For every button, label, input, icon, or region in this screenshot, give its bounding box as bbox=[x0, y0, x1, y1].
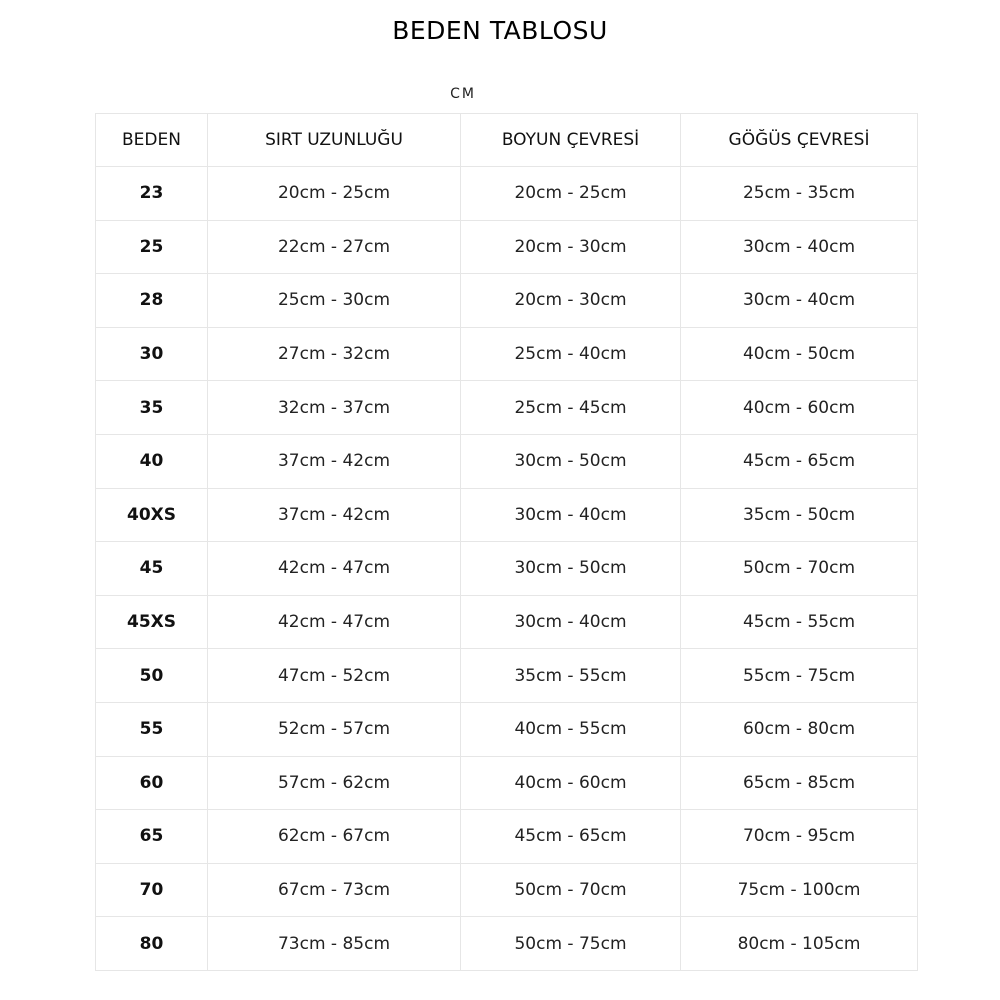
back-length-cell: 32cm - 37cm bbox=[208, 381, 461, 435]
table-row bbox=[96, 542, 918, 596]
table-row bbox=[96, 381, 918, 435]
chest-circumference-cell: 25cm - 35cm bbox=[681, 167, 918, 221]
table-row bbox=[96, 595, 918, 649]
back-length-cell: 62cm - 67cm bbox=[208, 810, 461, 864]
neck-circumference-cell: 30cm - 50cm bbox=[461, 434, 681, 488]
column-header-chest-circumference: GÖĞÜS ÇEVRESİ bbox=[681, 114, 918, 167]
back-length-cell: 27cm - 32cm bbox=[208, 327, 461, 381]
neck-circumference-cell: 40cm - 60cm bbox=[461, 756, 681, 810]
neck-circumference-cell: 30cm - 50cm bbox=[461, 542, 681, 596]
chest-circumference-cell: 45cm - 65cm bbox=[681, 434, 918, 488]
back-length-cell: 47cm - 52cm bbox=[208, 649, 461, 703]
back-length-cell: 37cm - 42cm bbox=[208, 488, 461, 542]
size-cell: 25 bbox=[96, 220, 208, 274]
neck-circumference-cell: 25cm - 40cm bbox=[461, 327, 681, 381]
size-cell: 30 bbox=[96, 327, 208, 381]
chest-circumference-cell: 55cm - 75cm bbox=[681, 649, 918, 703]
chest-circumference-cell: 30cm - 40cm bbox=[681, 220, 918, 274]
size-cell: 28 bbox=[96, 274, 208, 328]
table-row bbox=[96, 274, 918, 328]
table-row bbox=[96, 702, 918, 756]
chest-circumference-cell: 40cm - 60cm bbox=[681, 381, 918, 435]
back-length-cell: 52cm - 57cm bbox=[208, 702, 461, 756]
table-row bbox=[96, 488, 918, 542]
neck-circumference-cell: 40cm - 55cm bbox=[461, 702, 681, 756]
size-cell: 45XS bbox=[96, 595, 208, 649]
back-length-cell: 22cm - 27cm bbox=[208, 220, 461, 274]
size-cell: 70 bbox=[96, 863, 208, 917]
size-chart-table bbox=[95, 113, 918, 971]
neck-circumference-cell: 20cm - 30cm bbox=[461, 220, 681, 274]
size-cell: 40XS bbox=[96, 488, 208, 542]
chest-circumference-cell: 45cm - 55cm bbox=[681, 595, 918, 649]
chest-circumference-cell: 35cm - 50cm bbox=[681, 488, 918, 542]
neck-circumference-cell: 20cm - 25cm bbox=[461, 167, 681, 221]
table-row bbox=[96, 327, 918, 381]
neck-circumference-cell: 50cm - 75cm bbox=[461, 917, 681, 971]
column-header-neck-circumference: BOYUN ÇEVRESİ bbox=[461, 114, 681, 167]
chest-circumference-cell: 30cm - 40cm bbox=[681, 274, 918, 328]
neck-circumference-cell: 50cm - 70cm bbox=[461, 863, 681, 917]
size-cell: 55 bbox=[96, 702, 208, 756]
table-row bbox=[96, 220, 918, 274]
neck-circumference-cell: 20cm - 30cm bbox=[461, 274, 681, 328]
size-cell: 50 bbox=[96, 649, 208, 703]
back-length-cell: 57cm - 62cm bbox=[208, 756, 461, 810]
table-row bbox=[96, 917, 918, 971]
column-header-size: BEDEN bbox=[96, 114, 208, 167]
table-row bbox=[96, 434, 918, 488]
back-length-cell: 73cm - 85cm bbox=[208, 917, 461, 971]
chest-circumference-cell: 60cm - 80cm bbox=[681, 702, 918, 756]
size-cell: 40 bbox=[96, 434, 208, 488]
column-header-back-length: SIRT UZUNLUĞU bbox=[208, 114, 461, 167]
table-row bbox=[96, 863, 918, 917]
back-length-cell: 20cm - 25cm bbox=[208, 167, 461, 221]
chest-circumference-cell: 80cm - 105cm bbox=[681, 917, 918, 971]
back-length-cell: 37cm - 42cm bbox=[208, 434, 461, 488]
table-header-row bbox=[96, 114, 918, 167]
unit-label: CM bbox=[450, 86, 476, 102]
chest-circumference-cell: 70cm - 95cm bbox=[681, 810, 918, 864]
page-title: BEDEN TABLOSU bbox=[392, 16, 608, 45]
back-length-cell: 42cm - 47cm bbox=[208, 595, 461, 649]
table-row bbox=[96, 167, 918, 221]
table-body bbox=[96, 167, 918, 971]
neck-circumference-cell: 35cm - 55cm bbox=[461, 649, 681, 703]
neck-circumference-cell: 30cm - 40cm bbox=[461, 488, 681, 542]
table-row bbox=[96, 756, 918, 810]
size-cell: 23 bbox=[96, 167, 208, 221]
size-cell: 80 bbox=[96, 917, 208, 971]
chest-circumference-cell: 50cm - 70cm bbox=[681, 542, 918, 596]
size-cell: 35 bbox=[96, 381, 208, 435]
size-cell: 60 bbox=[96, 756, 208, 810]
neck-circumference-cell: 45cm - 65cm bbox=[461, 810, 681, 864]
size-cell: 45 bbox=[96, 542, 208, 596]
neck-circumference-cell: 25cm - 45cm bbox=[461, 381, 681, 435]
back-length-cell: 67cm - 73cm bbox=[208, 863, 461, 917]
table-row bbox=[96, 649, 918, 703]
back-length-cell: 25cm - 30cm bbox=[208, 274, 461, 328]
neck-circumference-cell: 30cm - 40cm bbox=[461, 595, 681, 649]
table-row bbox=[96, 810, 918, 864]
chest-circumference-cell: 40cm - 50cm bbox=[681, 327, 918, 381]
back-length-cell: 42cm - 47cm bbox=[208, 542, 461, 596]
chest-circumference-cell: 65cm - 85cm bbox=[681, 756, 918, 810]
chest-circumference-cell: 75cm - 100cm bbox=[681, 863, 918, 917]
size-cell: 65 bbox=[96, 810, 208, 864]
